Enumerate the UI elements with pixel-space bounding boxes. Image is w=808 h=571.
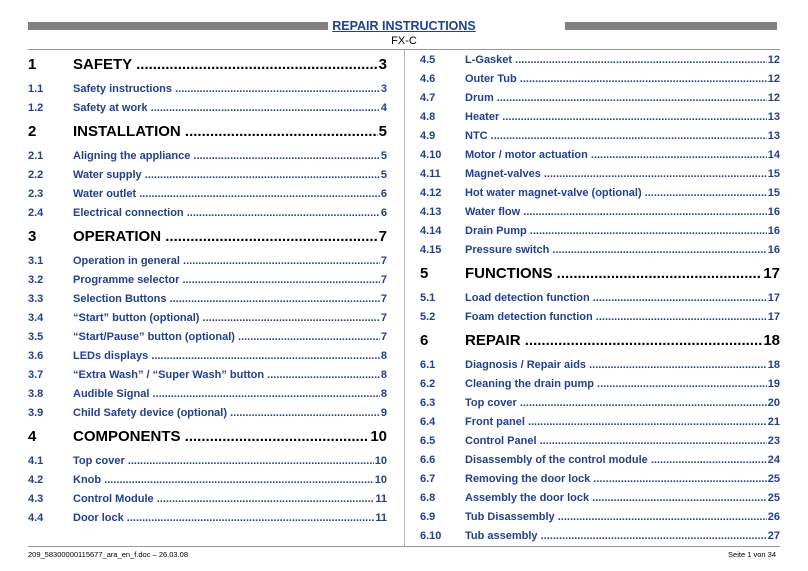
toc-entry-number: 6.6	[420, 453, 436, 466]
toc-entry-title: Outer Tub .....	[465, 73, 767, 85]
toc-entry-page: 3	[378, 56, 387, 73]
toc-section-entry[interactable]	[420, 107, 780, 126]
toc-entry-number: 5	[420, 265, 429, 282]
toc-entry-number: 4.2	[28, 473, 44, 486]
toc-section-entry[interactable]	[28, 308, 387, 327]
toc-entry-page: 5	[380, 168, 387, 181]
toc-entry-page: 13	[767, 129, 780, 142]
footer-rule	[28, 546, 780, 547]
toc-entry-page: 7	[380, 254, 387, 267]
toc-entry-title: Selection Buttons .....	[73, 293, 380, 305]
toc-section-entry[interactable]	[28, 289, 387, 308]
toc-entry-page: 17	[763, 265, 780, 282]
toc-chapter-entry[interactable]	[28, 222, 387, 251]
toc-entry-number: 5.1	[420, 291, 436, 304]
toc-entry-page: 21	[767, 415, 780, 428]
toc-entry-number: 2	[28, 123, 37, 140]
toc-section-entry[interactable]	[28, 146, 387, 165]
toc-entry-title: “Start/Pause” button (optional) .....	[73, 331, 380, 343]
toc-entry-number: 4.12	[420, 186, 442, 199]
toc-entry-page: 7	[380, 292, 387, 305]
toc-entry-title: Pressure switch .....	[465, 244, 767, 256]
footer-page-number: Seite 1 von 34	[728, 550, 776, 559]
toc-entry-number: 4.11	[420, 167, 441, 180]
toc-entry-page: 15	[767, 186, 780, 199]
toc-entry-number: 1.1	[28, 82, 44, 95]
toc-section-entry[interactable]	[420, 507, 780, 526]
toc-entry-title: Control Panel .....	[465, 435, 767, 447]
toc-entry-title: Water outlet .....	[73, 188, 380, 200]
toc-entry-title: Operation in general .....	[73, 255, 380, 267]
toc-section-entry[interactable]	[420, 88, 780, 107]
toc-entry-title: “Extra Wash” / “Super Wash” button .....	[73, 369, 380, 381]
toc-entry-page: 14	[767, 148, 780, 161]
toc-entry-number: 2.2	[28, 168, 44, 181]
toc-entry-page: 17	[767, 291, 780, 304]
toc-section-entry[interactable]	[28, 79, 387, 98]
toc-section-entry[interactable]	[28, 508, 387, 527]
toc-entry-number: 5.2	[420, 310, 436, 323]
toc-entry-number: 4.7	[420, 91, 436, 104]
toc-entry-title: Water supply .....	[73, 169, 380, 181]
toc-entry-page: 13	[767, 110, 780, 123]
toc-entry-title: Door lock .....	[73, 512, 374, 524]
toc-section-entry[interactable]	[28, 270, 387, 289]
toc-section-entry[interactable]	[420, 307, 780, 326]
toc-entry-title: Magnet-valves .....	[465, 168, 767, 180]
footer-file-info: 209_58300000115677_ara_en_f.doc – 26.03.08	[28, 550, 189, 559]
column-divider	[404, 50, 405, 546]
toc-section-entry[interactable]	[420, 145, 780, 164]
toc-entry-number: 6.2	[420, 377, 436, 390]
toc-entry-title: OPERATION .....	[73, 228, 378, 245]
toc-entry-number: 6.8	[420, 491, 436, 504]
toc-entry-title: “Start” button (optional) .....	[73, 312, 380, 324]
toc-entry-number: 4	[28, 428, 37, 445]
toc-section-entry[interactable]	[420, 412, 780, 431]
toc-section-entry[interactable]	[28, 384, 387, 403]
toc-entry-title: Front panel .....	[465, 416, 767, 428]
toc-entry-title: Load detection function .....	[465, 292, 767, 304]
toc-entry-title: Drum .....	[465, 92, 767, 104]
toc-entry-page: 6	[380, 206, 387, 219]
toc-entry-number: 4.9	[420, 129, 436, 142]
toc-entry-page: 26	[767, 510, 780, 523]
toc-entry-number: 3	[28, 228, 37, 245]
toc-entry-number: 6.9	[420, 510, 436, 523]
toc-section-entry[interactable]	[28, 251, 387, 270]
toc-entry-page: 24	[767, 453, 780, 466]
toc-entry-number: 4.14	[420, 224, 442, 237]
toc-entry-page: 8	[380, 368, 387, 381]
toc-entry-title: Top cover .....	[465, 397, 767, 409]
toc-entry-number: 6.1	[420, 358, 436, 371]
toc-entry-title: FUNCTIONS .....	[465, 265, 762, 282]
toc-chapter-entry[interactable]	[420, 259, 780, 288]
toc-section-entry[interactable]	[28, 203, 387, 222]
toc-entry-page: 10	[374, 454, 387, 467]
toc-entry-page: 12	[767, 72, 780, 85]
toc-entry-page: 12	[767, 91, 780, 104]
toc-entry-page: 7	[380, 330, 387, 343]
toc-entry-title: Control Module .....	[73, 493, 374, 505]
toc-entry-number: 4.4	[28, 511, 44, 524]
toc-entry-title: INSTALLATION .....	[73, 123, 378, 140]
toc-entry-number: 3.1	[28, 254, 44, 267]
toc-entry-number: 3.8	[28, 387, 44, 400]
document-title: REPAIR INSTRUCTIONS	[332, 19, 476, 33]
toc-entry-page: 18	[767, 358, 780, 371]
toc-entry-number: 6.5	[420, 434, 436, 447]
toc-entry-title: Aligning the appliance .....	[73, 150, 380, 162]
toc-section-entry[interactable]	[420, 374, 780, 393]
toc-entry-page: 11	[375, 492, 387, 505]
toc-entry-number: 4.3	[28, 492, 44, 505]
toc-section-entry[interactable]	[28, 489, 387, 508]
toc-entry-page: 6	[380, 187, 387, 200]
toc-entry-page: 5	[378, 123, 387, 140]
toc-section-entry[interactable]	[28, 365, 387, 384]
toc-entry-number: 4.1	[28, 454, 44, 467]
toc-chapter-entry[interactable]	[420, 326, 780, 355]
toc-entry-page: 25	[767, 491, 780, 504]
toc-entry-number: 1.2	[28, 101, 44, 114]
toc-entry-title: Safety at work .....	[73, 102, 380, 114]
toc-entry-number: 2.3	[28, 187, 44, 200]
toc-entry-number: 3.5	[28, 330, 44, 343]
toc-entry-title: L-Gasket .....	[465, 54, 767, 66]
toc-section-entry[interactable]	[420, 202, 780, 221]
toc-section-entry[interactable]	[28, 403, 387, 422]
toc-section-entry[interactable]	[28, 346, 387, 365]
toc-section-entry[interactable]	[420, 355, 780, 374]
toc-section-entry[interactable]	[420, 164, 780, 183]
toc-entry-page: 4	[380, 101, 387, 114]
toc-chapter-entry[interactable]	[28, 50, 387, 79]
toc-section-entry[interactable]	[420, 431, 780, 450]
toc-section-entry[interactable]	[28, 165, 387, 184]
document-subtitle: FX-C	[391, 35, 417, 47]
toc-section-entry[interactable]	[420, 126, 780, 145]
toc-entry-page: 7	[380, 273, 387, 286]
toc-entry-number: 6.10	[420, 529, 442, 542]
toc-section-entry[interactable]	[28, 451, 387, 470]
toc-chapter-entry[interactable]	[28, 117, 387, 146]
toc-entry-page: 20	[767, 396, 780, 409]
toc-entry-page: 10	[374, 473, 387, 486]
toc-entry-page: 27	[767, 529, 780, 542]
toc-section-entry[interactable]	[28, 470, 387, 489]
toc-entry-title: Electrical connection .....	[73, 207, 380, 219]
toc-entry-number: 2.1	[28, 149, 44, 162]
toc-entry-title: Audible Signal .....	[73, 388, 380, 400]
toc-section-entry[interactable]	[28, 98, 387, 117]
toc-entry-number: 4.10	[420, 148, 442, 161]
toc-entry-title: SAFETY .....	[73, 56, 378, 73]
toc-entry-title: Safety instructions .....	[73, 83, 380, 95]
toc-entry-number: 4.13	[420, 205, 442, 218]
toc-section-entry[interactable]	[420, 69, 780, 88]
toc-entry-page: 18	[763, 332, 780, 349]
toc-section-entry[interactable]	[28, 327, 387, 346]
toc-section-entry[interactable]	[420, 488, 780, 507]
toc-entry-number: 6	[420, 332, 429, 349]
toc-entry-title: NTC .....	[465, 130, 767, 142]
toc-entry-page: 10	[370, 428, 387, 445]
toc-entry-title: Programme selector .....	[73, 274, 380, 286]
toc-entry-title: Child Safety device (optional) .....	[73, 407, 380, 419]
toc-entry-page: 5	[380, 149, 387, 162]
toc-entry-number: 1	[28, 56, 37, 73]
toc-entry-number: 4.5	[420, 53, 436, 66]
toc-entry-number: 3.9	[28, 406, 44, 419]
toc-entry-number: 4.6	[420, 72, 436, 85]
toc-section-entry[interactable]	[420, 526, 780, 545]
toc-entry-page: 7	[378, 228, 387, 245]
toc-section-entry[interactable]	[420, 288, 780, 307]
toc-chapter-entry[interactable]	[28, 422, 387, 451]
toc-entry-page: 8	[380, 349, 387, 362]
toc-entry-title: Diagnosis / Repair aids .....	[465, 359, 767, 371]
toc-entry-title: Motor / motor actuation .....	[465, 149, 767, 161]
toc-column-right	[420, 50, 780, 545]
toc-entry-title: Water flow .....	[465, 206, 767, 218]
toc-entry-page: 9	[380, 406, 387, 419]
toc-entry-number: 4.8	[420, 110, 436, 123]
toc-entry-page: 23	[767, 434, 780, 447]
toc-entry-page: 7	[380, 311, 387, 324]
toc-entry-number: 6.3	[420, 396, 436, 409]
toc-entry-title: Drain Pump .....	[465, 225, 767, 237]
toc-entry-title: Tub assembly .....	[465, 530, 767, 542]
toc-entry-page: 25	[767, 472, 780, 485]
toc-entry-page: 15	[767, 167, 780, 180]
toc-entry-page: 19	[767, 377, 780, 390]
toc-entry-title: Hot water magnet-valve (optional) .....	[465, 187, 767, 199]
toc-entry-number: 3.7	[28, 368, 44, 381]
toc-entry-page: 8	[380, 387, 387, 400]
toc-section-entry[interactable]	[28, 184, 387, 203]
toc-entry-number: 3.3	[28, 292, 44, 305]
toc-entry-title: Top cover .....	[73, 455, 374, 467]
toc-entry-page: 16	[767, 243, 780, 256]
toc-entry-page: 17	[767, 310, 780, 323]
toc-section-entry[interactable]	[420, 240, 780, 259]
toc-section-entry[interactable]	[420, 450, 780, 469]
toc-entry-title: Heater .....	[465, 111, 767, 123]
toc-entry-page: 12	[767, 53, 780, 66]
toc-entry-number: 2.4	[28, 206, 44, 219]
toc-entry-title: LEDs displays .....	[73, 350, 380, 362]
toc-entry-page: 11	[375, 511, 387, 524]
toc-entry-title: Assembly the door lock .....	[465, 492, 767, 504]
toc-entry-number: 3.2	[28, 273, 44, 286]
toc-entry-page: 16	[767, 224, 780, 237]
toc-entry-title: Foam detection function .....	[465, 311, 767, 323]
toc-section-entry[interactable]	[420, 221, 780, 240]
toc-section-entry[interactable]	[420, 50, 780, 69]
toc-entry-number: 3.6	[28, 349, 44, 362]
toc-entry-title: COMPONENTS .....	[73, 428, 369, 445]
toc-entry-number: 6.4	[420, 415, 436, 428]
toc-entry-number: 6.7	[420, 472, 436, 485]
toc-section-entry[interactable]	[420, 183, 780, 202]
toc-section-entry[interactable]	[420, 469, 780, 488]
toc-entry-title: REPAIR .....	[465, 332, 762, 349]
toc-entry-page: 3	[380, 82, 387, 95]
toc-entry-number: 4.15	[420, 243, 442, 256]
toc-entry-title: Knob .....	[73, 474, 374, 486]
toc-entry-title: Tub Disassembly .....	[465, 511, 767, 523]
toc-entry-page: 16	[767, 205, 780, 218]
toc-entry-number: 3.4	[28, 311, 44, 324]
toc-column-left	[28, 50, 387, 527]
toc-section-entry[interactable]	[420, 393, 780, 412]
toc-entry-title: Cleaning the drain pump .....	[465, 378, 767, 390]
toc-entry-title: Disassembly of the control module .....	[465, 454, 767, 466]
toc-entry-title: Removing the door lock .....	[465, 473, 767, 485]
